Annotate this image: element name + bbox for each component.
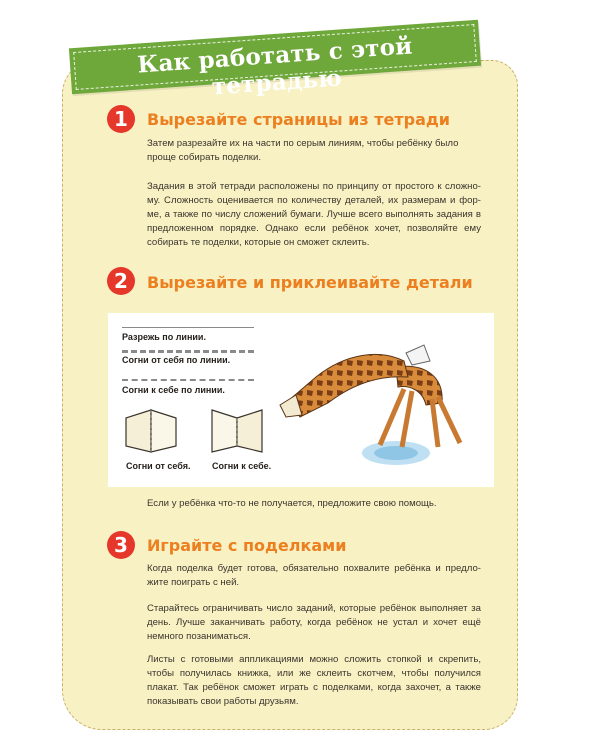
fold-away-line <box>122 350 254 353</box>
step-2-note: Если у ребёнка что-то не получается, предложите свою помощь. <box>147 498 437 509</box>
step-2-heading: Вырезайте и приклеивайте детали <box>147 273 473 292</box>
title-banner <box>69 20 481 101</box>
step-3-heading: Играйте с поделками <box>147 536 347 555</box>
fold-toward-caption: Согни к себе. <box>212 461 272 471</box>
step-3-paragraph-1: Когда поделка будет готова, обязательно похвалите ребёнка и предло-жите поиграть с ней. <box>147 563 481 588</box>
giraffe-craft-illustration <box>276 319 490 485</box>
fold-away-line-label: Согни от себя по линии. <box>122 355 231 365</box>
fold-toward-line-label: Согни к себе по линии. <box>122 385 225 395</box>
cut-line <box>122 327 254 328</box>
step-3-badge: 3 <box>107 531 135 559</box>
step-3-paragraph-2: Старайтесь ограничивать число заданий, которые ребёнок выполняет за день. Лучше заканчивать работу, когда ребёнок не устал и хочет ещё немного позаниматься. <box>147 603 481 642</box>
step-1-badge: 1 <box>107 105 135 133</box>
step-2-badge: 2 <box>107 267 135 295</box>
step-1-heading: Вырезайте страницы из тетради <box>147 110 450 129</box>
cut-line-label: Разрежь по линии. <box>122 332 206 342</box>
page-title: Как работать с этой тетрадью <box>136 32 414 101</box>
step-3-paragraph-3: Листы с готовыми аппликациями можно сложить стопкой и скрепить, чтобы получилась книжка, или же склеить скотчем, чтобы получился плакат. Так ребёнок сможет играть с поделками, когда захочет, а также показывать свои работы друзьям. <box>147 654 481 707</box>
fold-toward-diagram-icon <box>208 406 266 456</box>
step-1-paragraph-2: Задания в этой тетради расположены по принципу от простого к сложно-му. Сложность оценивается по количеству деталей, их размерам и фор-ме, а также по числу сложений бумаги. Лучше всего выполнять задания в предложенном порядке. Однако если ребёнок хочет, позволяйте ему собирать те поделки, которые он сможет склеить. <box>147 181 481 248</box>
fold-toward-line <box>122 379 254 381</box>
fold-away-diagram-icon <box>122 406 180 456</box>
fold-away-caption: Согни от себя. <box>126 461 191 471</box>
folding-guide-illustration <box>108 313 494 487</box>
step-1-paragraph-1: Затем разрезайте их на части по серым линиям, чтобы ребёнку было проще собирать поделки. <box>147 138 459 163</box>
